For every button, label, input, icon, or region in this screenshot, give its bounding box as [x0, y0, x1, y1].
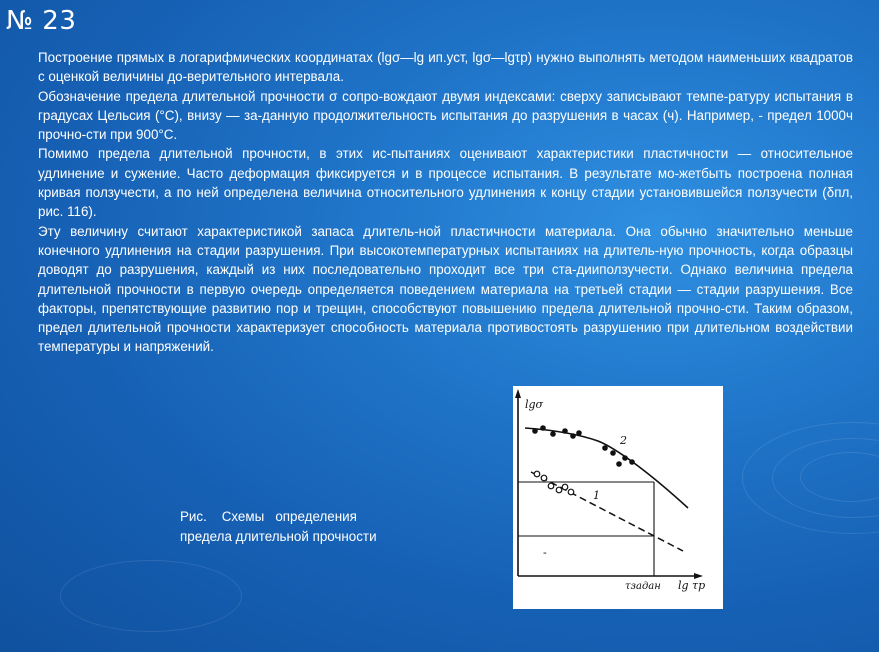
- curve-2: [525, 428, 688, 508]
- x-axis-label: lg τр: [678, 579, 706, 592]
- slide-number: № 23: [6, 6, 77, 36]
- background-ripple: [742, 422, 879, 534]
- paragraph: Построение прямых в логарифмических координатах (lgσ—lg ип.уст, lgσ—lgτр) нужно выполнять методом наименьших квадратов с оценкой величины до-верительного интервала.: [38, 50, 853, 85]
- curve-1-points: [534, 471, 574, 495]
- minus-mark: -: [543, 546, 547, 559]
- body-text: [38, 48, 853, 357]
- figure-caption: [180, 507, 430, 546]
- x-tick-label: τзадан: [625, 581, 661, 592]
- figure-caption-line: предела длительной прочности: [180, 528, 377, 544]
- y-axis-label: lgσ: [525, 398, 544, 411]
- figure-box: [513, 386, 723, 609]
- figure-caption-line: Рис. Схемы определения: [180, 509, 357, 524]
- curve-2-label: 2: [620, 434, 627, 447]
- background-ripple: [60, 560, 242, 632]
- curve-1-label: 1: [593, 489, 600, 502]
- y-axis-arrow: [515, 389, 521, 398]
- paragraph: Эту величину считают характеристикой запаса длитель-ной пластичности материала. Она обычно значительно меньше конечного удлинения на стадии разрушения. При высокотемпературных испытаниях на длитель-ную прочность, когда образцы доводят до разрушения, каждый из них последовательно проходит все три ста-дииползучести. Однако величина предела длительной прочности в первую очередь определяется поведением материала на третьей стадии — стадии разрушения. Все факторы, препятствующие развитию пор и трещин, способствуют повышению предела длительной прочно-сти. Таким образом, предел длительной прочности характеризует способность материала противостоять разрушению при длительном воздействии температуры и напряжений.: [38, 223, 853, 355]
- paragraph: Обозначение предела длительной прочности σ сопро-вождают двумя индексами: сверху записывают темпе-ратуру испытания в градусах Цельсия (°С), внизу — за-данную продолжительность испытания до разрушения в часах (ч). Например, - предел 1000ч прочно-сти при 900°С.: [38, 88, 853, 143]
- paragraph: Помимо предела длительной прочности, в этих ис-пытаниях оценивают характеристики пластичности — относительное удлинение и сужение. Часто деформация фиксируется и в процессе испытания. В результате мо-жетбыть построена полная кривая ползучести, а по ней определена величина относительного удлинения к концу стадии установившейся ползучести (δпл, рис. 116).: [38, 146, 853, 220]
- stress-rupture-diagram: [513, 386, 723, 609]
